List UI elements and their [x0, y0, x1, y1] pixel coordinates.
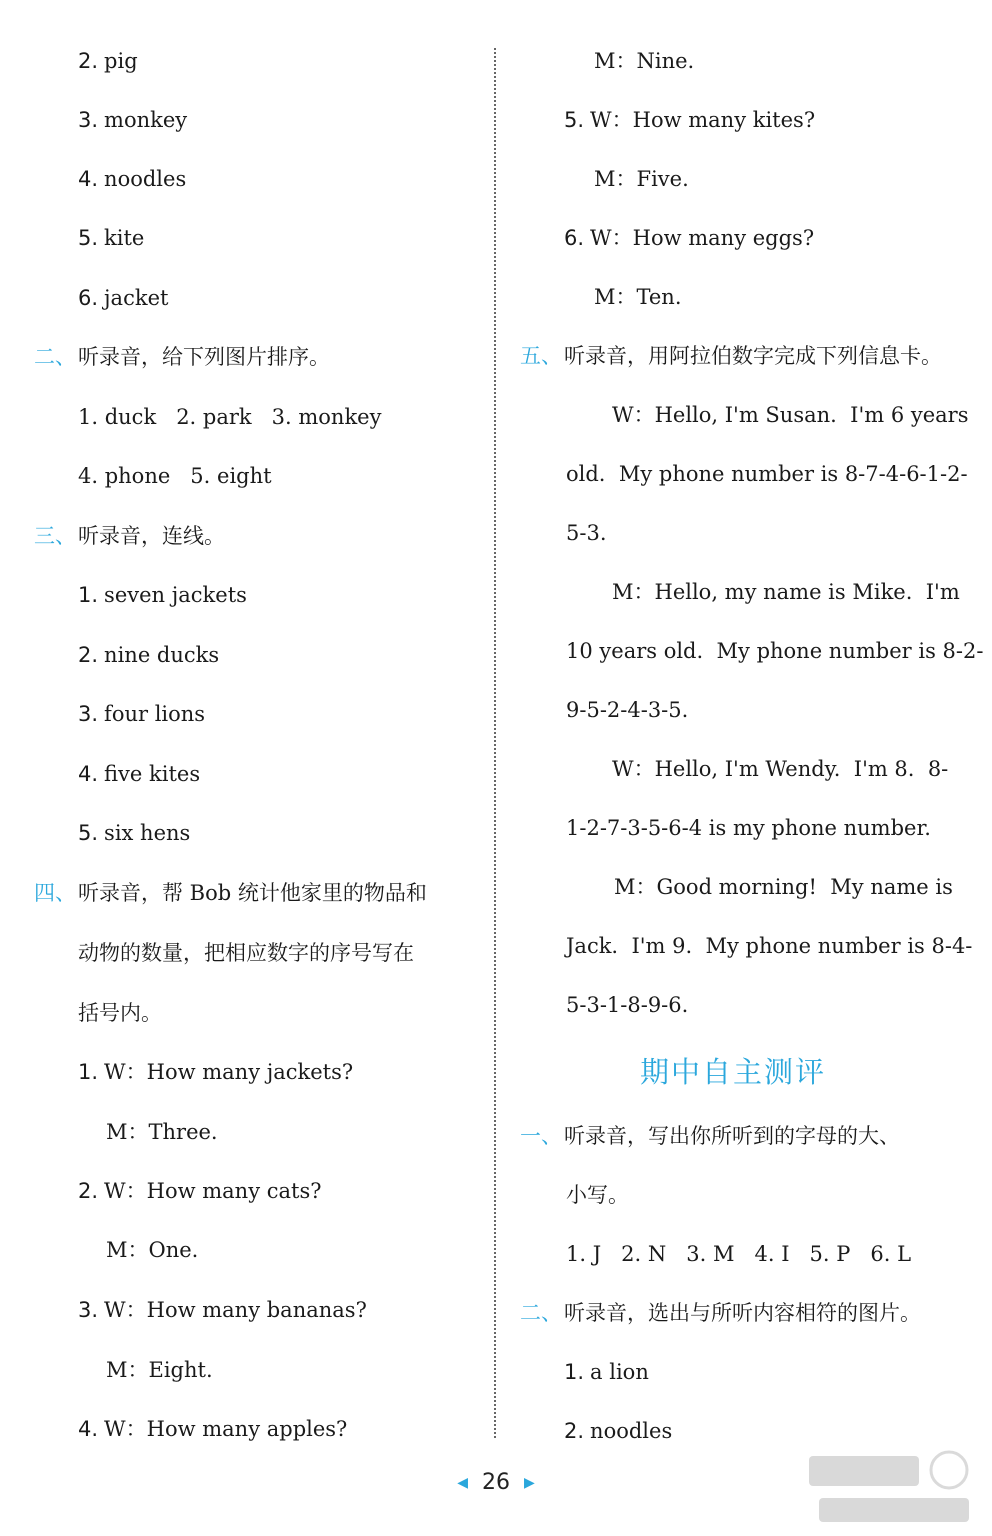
item-number: 3.: [78, 1298, 99, 1322]
line-text: five kites: [104, 762, 201, 786]
item-number: 4.: [78, 1417, 99, 1441]
item-number: 4.: [78, 167, 99, 191]
right-line: [612, 400, 969, 430]
right-line: [566, 1180, 629, 1210]
line-text: 5-3-1-8-9-6.: [566, 993, 689, 1017]
line-text: W：Hello, I'm Wendy. I'm 8. 8-: [612, 757, 949, 781]
line-text: six hens: [104, 821, 191, 845]
left-line: [78, 1176, 322, 1206]
line-text: seven jackets: [104, 583, 247, 607]
right-line: [566, 1239, 911, 1269]
right-line: [564, 1357, 649, 1387]
line-text: noodles: [590, 1419, 673, 1443]
line-text: 听录音，写出你所听到的字母的大、: [564, 1124, 900, 1148]
left-line: [78, 580, 247, 610]
right-line: [566, 695, 688, 725]
left-line: [78, 938, 414, 968]
prev-arrow-icon[interactable]: ◀: [457, 1474, 468, 1491]
item-number: 2.: [78, 1179, 99, 1203]
left-line: [106, 1355, 213, 1385]
right-line: [520, 1298, 921, 1328]
section-number: 一、: [520, 1124, 562, 1148]
left-line: [78, 818, 190, 848]
line-text: M：Good morning! My name is: [614, 875, 953, 899]
item-number: 6.: [564, 226, 585, 250]
line-text: old. My phone number is 8-7-4-6-1-2-: [566, 462, 968, 486]
left-line: [78, 998, 162, 1028]
right-line: [564, 105, 815, 135]
line-text: W：How many kites?: [590, 108, 816, 132]
left-line: [106, 1235, 198, 1265]
page-number: 26: [482, 1470, 510, 1495]
section-number: 三、: [34, 524, 76, 548]
line-text: 9-5-2-4-3-5.: [566, 698, 689, 722]
line-text: W：How many jackets?: [104, 1060, 354, 1084]
left-line: [78, 1295, 367, 1325]
section-number: 四、: [34, 881, 76, 905]
item-number: 5.: [78, 226, 99, 250]
line-text: 括号内。: [78, 1001, 162, 1025]
watermark-logo: [799, 1448, 974, 1528]
line-text: 10 years old. My phone number is 8-2-: [566, 639, 984, 663]
item-number: 3.: [78, 108, 99, 132]
section-heading: 期中自主测评: [640, 1055, 827, 1089]
item-number: 6.: [78, 286, 99, 310]
right-line: [614, 872, 953, 902]
left-line: [78, 1414, 347, 1444]
next-arrow-icon[interactable]: ▶: [524, 1474, 535, 1491]
item-number: 1.: [564, 1360, 585, 1384]
section-number: 五、: [520, 344, 562, 368]
line-text: W：Hello, I'm Susan. I'm 6 years: [612, 403, 969, 427]
line-text: nine ducks: [104, 643, 220, 667]
left-line: [78, 46, 138, 76]
line-text: W：How many cats?: [104, 1179, 322, 1203]
line-text: 4. phone 5. eight: [78, 464, 272, 488]
item-number: 5.: [78, 821, 99, 845]
line-text: M：Eight.: [106, 1358, 213, 1382]
line-text: a lion: [590, 1360, 649, 1384]
line-text: 1. J 2. N 3. M 4. I 5. P 6. L: [566, 1242, 912, 1266]
left-line: [78, 283, 168, 313]
line-text: 听录音，用阿拉伯数字完成下列信息卡。: [564, 344, 942, 368]
right-line: [594, 164, 689, 194]
item-number: 2.: [564, 1419, 585, 1443]
right-line: [612, 577, 960, 607]
line-text: M：Nine.: [594, 49, 695, 73]
item-number: 4.: [78, 762, 99, 786]
line-text: 1-2-7-3-5-6-4 is my phone number.: [566, 816, 931, 840]
left-line: [34, 878, 427, 908]
line-text: Jack. I'm 9. My phone number is 8-4-: [566, 934, 973, 958]
line-text: W：How many apples?: [104, 1417, 348, 1441]
left-line: [78, 402, 381, 432]
line-text: M：Five.: [594, 167, 689, 191]
right-line: [520, 1121, 900, 1151]
left-line: [78, 461, 272, 491]
item-number: 1.: [78, 583, 99, 607]
line-text: M：Ten.: [594, 285, 682, 309]
line-text: 1. duck 2. park 3. monkey: [78, 405, 382, 429]
line-text: 听录音，给下列图片排序。: [78, 345, 330, 369]
line-text: pig: [104, 49, 138, 73]
item-number: 5.: [564, 108, 585, 132]
column-divider: [494, 48, 496, 1438]
item-number: 2.: [78, 49, 99, 73]
left-line: [34, 342, 330, 372]
left-line: [78, 223, 144, 253]
right-line: [566, 636, 983, 666]
line-text: 听录音，连线。: [78, 524, 225, 548]
right-line: [564, 1416, 672, 1446]
line-text: M：Three.: [106, 1120, 218, 1144]
right-line: [612, 754, 948, 784]
line-text: 听录音，选出与所听内容相符的图片。: [564, 1301, 921, 1325]
line-text: 5-3.: [566, 521, 607, 545]
line-text: 动物的数量，把相应数字的序号写在: [78, 941, 414, 965]
left-line: [78, 105, 187, 135]
line-text: 听录音，帮 Bob 统计他家里的物品和: [78, 881, 427, 905]
line-text: M：Hello, my name is Mike. I'm: [612, 580, 960, 604]
right-line: [566, 931, 972, 961]
section-number: 二、: [34, 345, 76, 369]
left-line: [78, 164, 186, 194]
left-line: [34, 521, 225, 551]
right-line: [566, 990, 688, 1020]
line-text: M：One.: [106, 1238, 199, 1262]
right-line: [566, 518, 607, 548]
right-line: [566, 813, 931, 843]
line-text: jacket: [104, 286, 169, 310]
line-text: four lions: [104, 702, 206, 726]
right-line: [594, 46, 694, 76]
line-text: W：How many bananas?: [104, 1298, 367, 1322]
left-line: [78, 699, 205, 729]
right-line: [566, 459, 968, 489]
left-line: [78, 759, 200, 789]
line-text: 小写。: [566, 1183, 629, 1207]
left-line: [78, 1057, 353, 1087]
section-number: 二、: [520, 1301, 562, 1325]
left-line: [78, 640, 219, 670]
line-text: monkey: [104, 108, 188, 132]
item-number: 1.: [78, 1060, 99, 1084]
right-line: [520, 341, 942, 371]
line-text: noodles: [104, 167, 187, 191]
item-number: 2.: [78, 643, 99, 667]
right-line: [564, 223, 814, 253]
left-line: [106, 1117, 218, 1147]
line-text: kite: [104, 226, 145, 250]
line-text: W：How many eggs?: [590, 226, 815, 250]
item-number: 3.: [78, 702, 99, 726]
right-line: [594, 282, 682, 312]
